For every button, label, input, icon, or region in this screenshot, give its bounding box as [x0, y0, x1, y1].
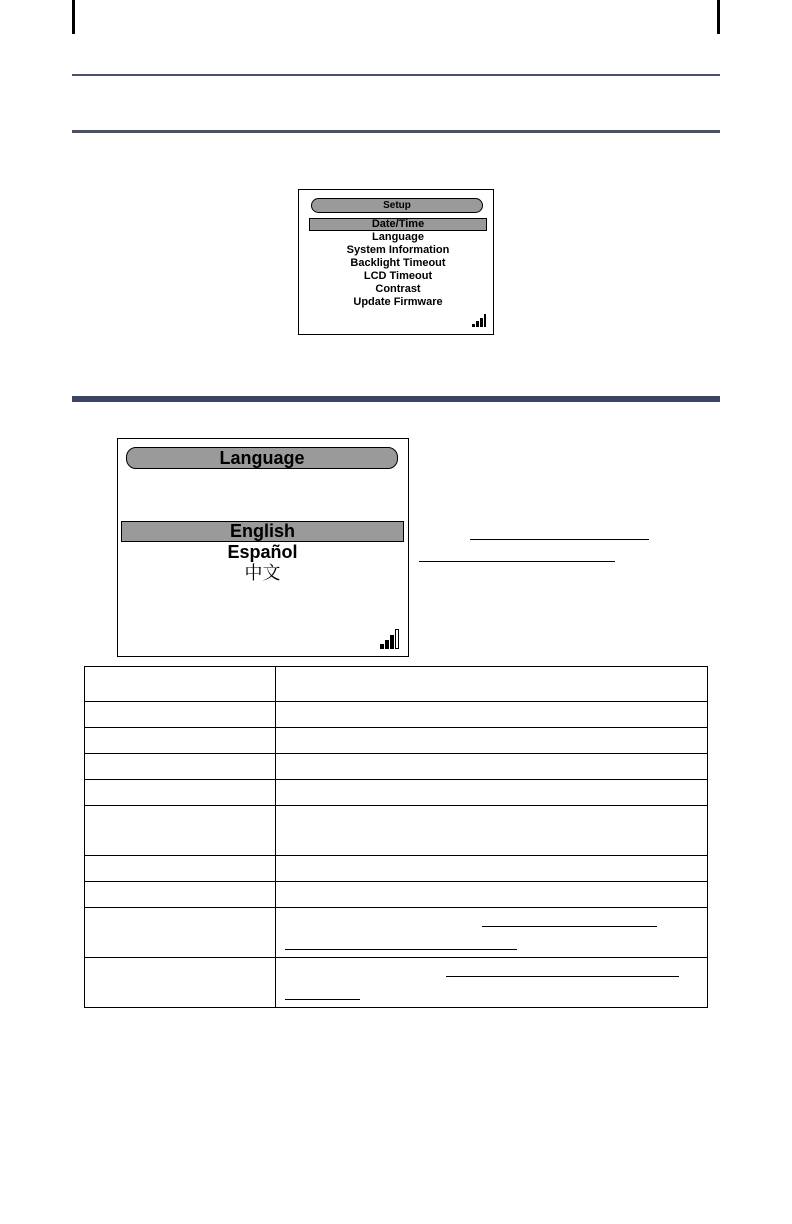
- setup-screen-figure: [298, 189, 494, 335]
- language-option-espanol[interactable]: Español: [227, 542, 298, 562]
- table-row: [85, 958, 708, 1008]
- cross-reference-link[interactable]: [482, 926, 657, 927]
- signal-strength-icon: [472, 314, 486, 327]
- language-option-english[interactable]: English: [121, 521, 404, 542]
- language-option-chinese[interactable]: 中文: [244, 563, 281, 583]
- setup-menu-item-lcd-timeout[interactable]: LCD Timeout: [363, 270, 433, 282]
- table-row: [85, 754, 708, 780]
- language-screen-title: Language: [126, 447, 398, 469]
- cross-reference-link[interactable]: [285, 949, 517, 950]
- setup-menu-item-update-firmware[interactable]: Update Firmware: [353, 296, 443, 308]
- table-header-row: [85, 667, 708, 702]
- section-rule: [72, 396, 720, 402]
- cross-reference-link[interactable]: [470, 539, 649, 540]
- table-row: [85, 882, 708, 908]
- setup-menu-item-contrast[interactable]: Contrast: [375, 283, 421, 295]
- header-rule-top: [72, 74, 720, 76]
- table-row: [85, 856, 708, 882]
- signal-strength-icon: [380, 629, 399, 649]
- table-row: [85, 728, 708, 754]
- table-row: [85, 908, 708, 958]
- table-row: [85, 806, 708, 856]
- setup-menu-item-system-information[interactable]: System Information: [346, 244, 450, 256]
- language-screen-figure: [117, 438, 409, 657]
- setup-menu: [309, 218, 487, 309]
- setup-screen-title: Setup: [311, 198, 483, 213]
- table-row: [85, 702, 708, 728]
- setup-menu-item-language[interactable]: Language: [372, 231, 424, 243]
- crop-mark-top-left: [72, 0, 75, 34]
- cross-reference-link[interactable]: [285, 999, 360, 1000]
- settings-table: [84, 666, 708, 1008]
- cross-reference-link[interactable]: [419, 561, 615, 562]
- crop-mark-top-right: [717, 0, 720, 34]
- setup-menu-item-date-time[interactable]: Date/Time: [309, 218, 487, 231]
- cross-reference-link[interactable]: [446, 976, 679, 977]
- setup-menu-item-backlight-timeout[interactable]: Backlight Timeout: [350, 257, 446, 269]
- language-menu: [121, 521, 404, 584]
- table-row: [85, 780, 708, 806]
- header-rule-bottom: [72, 130, 720, 133]
